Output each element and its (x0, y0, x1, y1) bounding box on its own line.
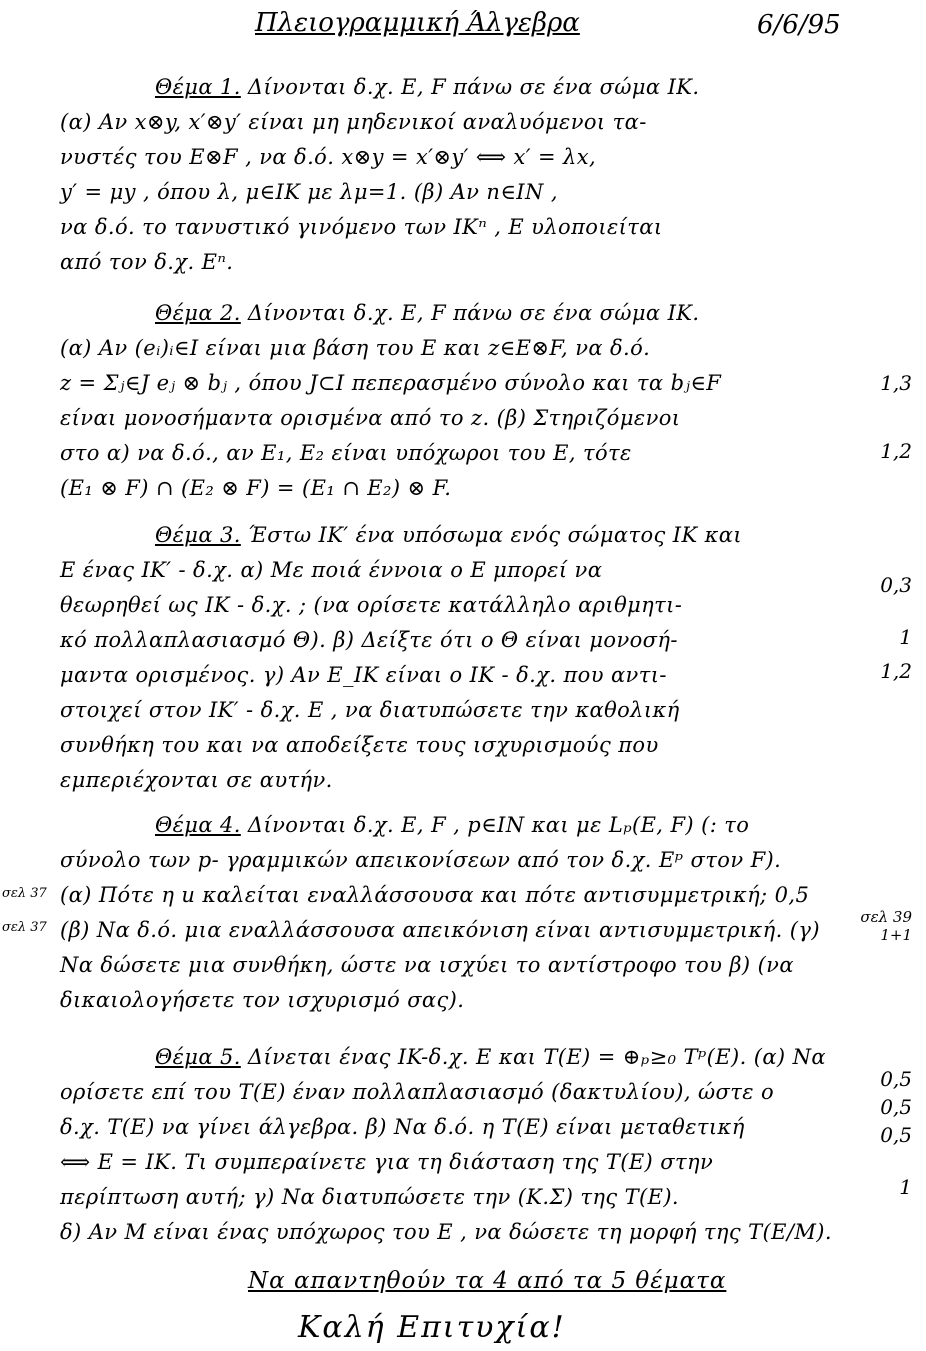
margin-note-t2-b: 1,2 (880, 439, 912, 463)
topic-4-line-2: (α) Πότε η u καλείται εναλλάσσουσα και πότε αντισυμμετρική; 0,5 (60, 883, 810, 907)
topic-3-heading: Θέμα 3. (155, 523, 241, 547)
topic-3-line-0: Θέμα 3. Έστω IK′ ένα υπόσωμα ενός σώματος IK και (155, 523, 742, 547)
margin-note-t5-a: 0,5 (880, 1067, 912, 1091)
topic-3-line-2: θεωρηθεί ως IK - δ.χ. ; (να ορίσετε κατάλληλο αριθμητι- (60, 593, 683, 617)
margin-note-t5-c: 0,5 (880, 1123, 912, 1147)
margin-note-t4-g2: 1+1 (880, 926, 912, 944)
footer-instruction: Να απαντηθούν τα 4 από τα 5 θέματα (248, 1268, 727, 1294)
topic-1-line-0: Θέμα 1. Δίνονται δ.χ. E, F πάνω σε ένα σώμα IK. (155, 75, 700, 99)
topic-2-line-3: είναι μονοσήμαντα ορισμένα από το z. (β) Στηριζόμενοι (60, 406, 681, 430)
topic-5-line-0: Θέμα 5. Δίνεται ένας IK-δ.χ. E και T(E) = ⊕ₚ≥₀ Tᵖ(E). (α) Να (155, 1045, 826, 1069)
topic-1-line-2: νυστές του E⊗F , να δ.ό. x⊗y = x′⊗y′ ⟺ x′ = λx, (60, 145, 597, 169)
topic-1-line-4: να δ.ό. το τανυστικό γινόμενο των IKⁿ , E υλοποιείται (60, 215, 663, 239)
margin-note-t3-c: 1,2 (880, 659, 912, 683)
margin-note-t3-a: 0,3 (880, 573, 912, 597)
topic-4-line-0: Θέμα 4. Δίνονται δ.χ. E, F , p∈IN και με Lₚ(E, F) (: το (155, 813, 750, 837)
topic-2-line-1: (α) Αν (eᵢ)ᵢ∈I είναι μια βάση του E και z∈E⊗F, να δ.ό. (60, 336, 651, 360)
topic-4-line-4: Να δώσετε μια συνθήκη, ώστε να ισχύει το αντίστροφο του β) (να (60, 953, 794, 977)
topic-4-heading: Θέμα 4. (155, 813, 241, 837)
topic-2-heading: Θέμα 2. (155, 301, 241, 325)
exam-title: Πλειογραμμική Άλγεβρα (255, 8, 580, 38)
margin-note-t3-b: 1 (899, 625, 912, 649)
topic-5-line-5: δ) Αν M είναι ένας υπόχωρος του E , να δώσετε τη μορφή της T(E/M). (60, 1220, 832, 1244)
topic-2-line-0: Θέμα 2. Δίνονται δ.χ. E, F πάνω σε ένα σώμα IK. (155, 301, 700, 325)
topic-4-line-5: δικαιολογήσετε τον ισχυρισμό σας). (60, 988, 465, 1012)
footer-wish: Καλή Επιτυχία! (298, 1310, 566, 1345)
margin-note-t5-b: 0,5 (880, 1095, 912, 1119)
topic-4-line-1: σύνολο των p- γραμμικών απεικονίσεων από τον δ.χ. Eᵖ στον F). (60, 848, 782, 872)
topic-3-line-5: στοιχεί στον IK′ - δ.χ. E , να διατυπώσετε την καθολική (60, 698, 680, 722)
topic-5 (60, 1040, 860, 1250)
topic-5-line-3: ⟺ E = IK. Τι συμπεραίνετε για τη διάσταση της T(E) στην (60, 1150, 714, 1174)
topic-5-line-1: ορίσετε επί του T(E) έναν πολλαπλασιασμό (δακτυλίου), ώστε ο (60, 1080, 775, 1104)
topic-4 (60, 808, 860, 1018)
topic-5-heading: Θέμα 5. (155, 1045, 241, 1069)
left-note-t4-a: σελ 37 (2, 886, 47, 901)
topic-3-line-1: E ένας IK′ - δ.χ. α) Με ποιά έννοια ο E μπορεί να (60, 558, 603, 582)
margin-note-t5-d: 1 (899, 1175, 912, 1199)
topic-3-line-7: εμπεριέχονται σε αυτήν. (60, 768, 333, 792)
topic-1-line-5: από τον δ.χ. Eⁿ. (60, 250, 234, 274)
left-note-t4-b: σελ 37 (2, 920, 47, 935)
margin-note-t2-a: 1,3 (880, 371, 912, 395)
topic-5-line-4: περίπτωση αυτή; γ) Να διατυπώσετε την (Κ.Σ) της T(E). (60, 1185, 680, 1209)
margin-note-t4-g: σελ 39 (860, 908, 912, 926)
topic-3-line-3: κό πολλαπλασιασμό Θ). β) Δείξτε ότι ο Θ είναι μονοσή- (60, 628, 678, 652)
topic-2-line-4: στο α) να δ.ό., αν E₁, E₂ είναι υπόχωροι του E, τότε (60, 441, 632, 465)
topic-1 (60, 70, 860, 280)
topic-1-line-3: y′ = μy , όπου λ, μ∈IK με λμ=1. (β) Αν n∈IN , (60, 180, 558, 204)
topic-3-line-6: συνθήκη του και να αποδείξετε τους ισχυρισμούς που (60, 733, 659, 757)
topic-2-line-5: (E₁ ⊗ F) ∩ (E₂ ⊗ F) = (E₁ ∩ E₂) ⊗ F. (60, 476, 452, 500)
topic-3 (60, 518, 860, 798)
topic-3-line-4: μαντα ορισμένος. γ) Αν E_IK είναι ο IK - δ.χ. που αντι- (60, 663, 667, 687)
exam-date: 6/6/95 (757, 10, 841, 40)
topic-5-line-2: δ.χ. T(E) να γίνει άλγεβρα. β) Να δ.ό. η T(E) είναι μεταθετική (60, 1115, 745, 1139)
topic-2 (60, 296, 860, 506)
topic-4-line-3: (β) Να δ.ό. μια εναλλάσσουσα απεικόνιση είναι αντισυμμετρική. (γ) (60, 918, 820, 942)
topic-1-heading: Θέμα 1. (155, 75, 241, 99)
topic-1-line-1: (α) Αν x⊗y, x′⊗y′ είναι μη μηδενικοί αναλυόμενοι τα- (60, 110, 647, 134)
topic-2-line-2: z = Σⱼ∈J eⱼ ⊗ bⱼ , όπου J⊂I πεπερασμένο σύνολο και τα bⱼ∈F (60, 371, 722, 395)
